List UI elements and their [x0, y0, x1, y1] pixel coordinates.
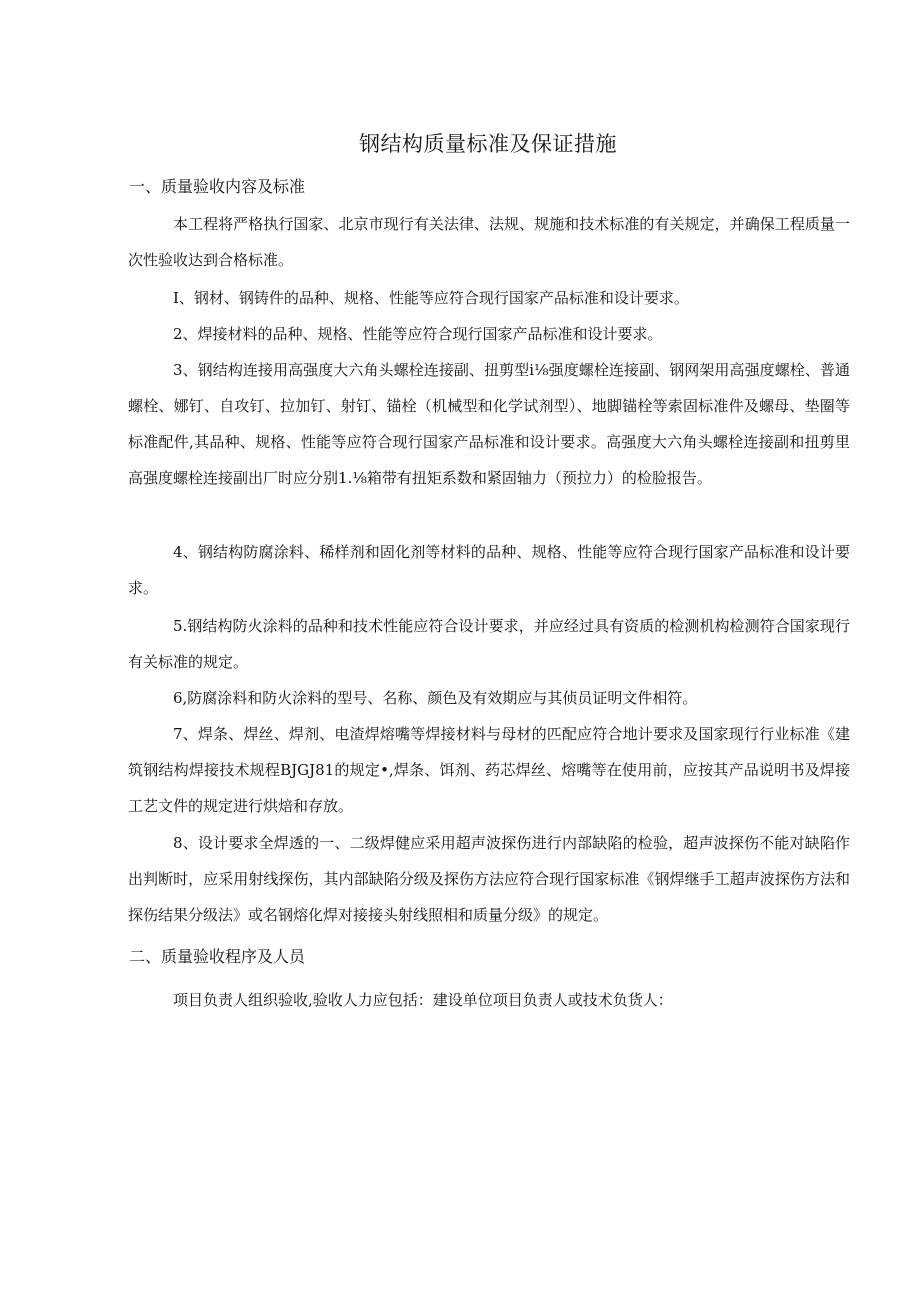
document-title: 钢结构质量标准及保证措施	[359, 132, 617, 156]
section-heading-acceptance-procedure-personnel: 二、质量验收程序及人员	[129, 947, 306, 966]
section-heading-quality-acceptance-standards: 一、质量验收内容及标准	[129, 177, 306, 196]
paragraph-item-4: 4、钢结构防腐涂料、稀样剂和固化剂等材料的品种、规格、性能等应符合现行国家产品标准和设计要求。	[128, 543, 850, 597]
paragraph-item-5: 5.钢结构防火涂料的品种和技术性能应符合设计要求，并应经过具有资质的检测机构检测符合国家现行有关标准的规定。	[128, 617, 850, 671]
paragraph-acceptance-personnel: 项目负责人组织验收,验收人力应包括：建设单位项目负责人或技术负货人：	[173, 991, 673, 1009]
paragraph-item-2: 2、焊接材料的品种、规格、性能等应符合现行国家产品标准和设计要求。	[173, 325, 663, 343]
paragraph-item-6: 6,防腐涂料和防火涂料的型号、名称、颜色及有效期应与其侦员证明文件相符。	[173, 689, 698, 707]
paragraph-item-8: 8、设计要求全焊透的一、二级焊健应采用超声波探伤进行内部缺陷的检验，超声波探伤不能对缺陷作出判断时，应采用射线探伤，其内部缺陷分级及探伤方法应符合现行国家标准《钢焊继手工超声波探伤方法和探伤结果分级法》或名钢熔化焊对接接头射线照相和质量分级》的规定。	[128, 834, 850, 924]
paragraph-intro: 本工程将严格执行国家、北京市现行有关法律、法规、规施和技术标准的有关规定，并确保工程质量一次性验收达到合格标准。	[128, 215, 850, 269]
paragraph-item-3: 3、钢结构连接用高强度大六角头螺栓连接副、扭剪型i⅛强度螺栓连接副、钢网架用高强度螺栓、普通螺栓、娜钉、自攻钉、拉加钉、射钉、锚栓（机械型和化学试剂型）、地脚锚栓等索固标准件及螺母、垫圈等标准配件,其品种、规格、性能等应符合现行国家产品标准和设计要求。高强度大六角头螺栓连接副和扭剪里高强度螺栓连接副出厂时应分别1.⅛箱带有扭矩系数和紧固轴力（预拉力）的检脸报告。	[128, 361, 850, 487]
paragraph-item-7: 7、焊条、焊丝、焊剂、电渣焊熔嘴等焊接材料与母材的匹配应符合地计要求及国家现行行业标准《建筑钢结构焊接技术规程BJGJ81的规定•,焊条、饵剂、药芯焊丝、熔嘴等在使用前，应按其产品说明书及焊接工艺文件的规定进行烘焙和存放。	[128, 725, 850, 815]
paragraph-item-1: I、钢材、钢铸件的品种、规格、性能等应符合现行国家产品标准和设计要求。	[173, 289, 689, 307]
